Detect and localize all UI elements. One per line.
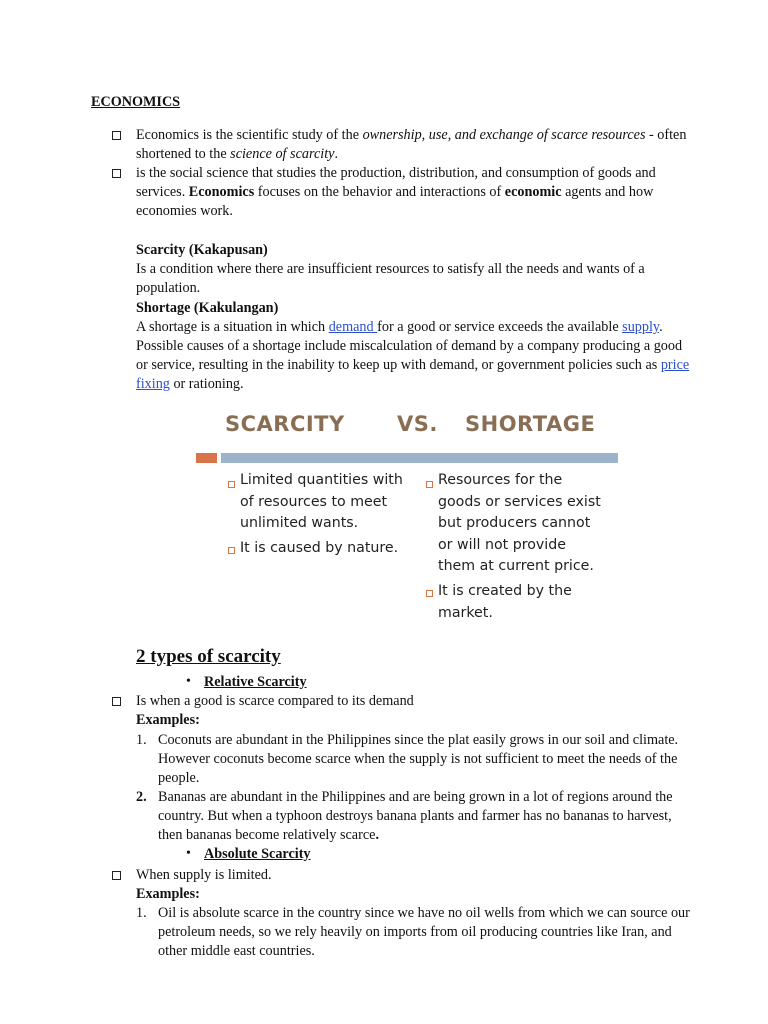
text-bold: . xyxy=(375,827,379,843)
slide-right-item-1 xyxy=(438,470,601,578)
text: It is created by the xyxy=(438,583,572,599)
text: but producers cannot xyxy=(438,515,591,531)
text: Economics is the scientific study of the xyxy=(136,127,363,143)
shortage-title: Shortage (Kakulangan) xyxy=(136,300,279,316)
scarcity-vs-shortage-slide xyxy=(192,400,624,632)
text: unlimited wants. xyxy=(240,515,359,531)
text: or service, resulting in the inability to keep up with demand, or government policies such as xyxy=(136,357,661,373)
scarcity-definition xyxy=(136,260,696,298)
square-bullet-icon xyxy=(426,590,433,597)
bullet-dot-icon: • xyxy=(186,846,191,861)
text: Coconuts are abundant in the Philippines since the plat easily grows in our soil and climate. xyxy=(158,732,679,748)
text: country. But when a typhoon destroys banana plants and farmer has no bananas to harvest, xyxy=(158,808,672,824)
text: then bananas become relatively scarce xyxy=(158,827,376,843)
text: focuses on the behavior and interactions of xyxy=(254,184,505,200)
text: agents and how xyxy=(561,184,654,200)
text-bold: economic xyxy=(504,184,562,200)
absolute-scarcity-title: Absolute Scarcity xyxy=(204,846,311,862)
text: It is caused by nature. xyxy=(240,540,399,556)
slide-title-vs: VS. xyxy=(397,412,438,436)
example-number: 1. xyxy=(136,905,147,921)
text: market. xyxy=(438,604,493,621)
text: for a good or service exceeds the available xyxy=(377,319,623,335)
text: or rationing. xyxy=(169,376,244,392)
slide-right-item-2 xyxy=(438,581,572,624)
text: services. xyxy=(136,184,189,200)
supply-link[interactable]: supply xyxy=(622,319,660,335)
text-italic: ownership, use, and exchange of scarce resources xyxy=(362,127,646,143)
text: . xyxy=(659,319,663,335)
types-heading: 2 types of scarcity xyxy=(136,646,281,667)
absolute-example-1 xyxy=(158,904,698,961)
example-number: 1. xyxy=(136,732,147,748)
text: petroleum needs, so we rely heavily on imports from oil producing countries like Iran, and xyxy=(158,924,672,940)
absolute-examples-label: Examples: xyxy=(136,886,200,902)
square-bullet-icon xyxy=(426,481,433,488)
absolute-scarcity-definition: When supply is limited. xyxy=(136,867,272,883)
shortage-definition xyxy=(136,318,696,394)
bullet-dot-icon: • xyxy=(186,674,191,689)
text: Bananas are abundant in the Philippines and are being grown in a lot of regions around the xyxy=(158,789,673,805)
text: Is a condition where there are insufficient resources to satisfy all the needs and wants of a xyxy=(136,261,645,277)
example-number: 2. xyxy=(136,789,147,805)
text: - often xyxy=(645,127,687,143)
text: other middle east countries. xyxy=(158,943,315,959)
bullet-box-icon xyxy=(112,131,121,140)
square-bullet-icon xyxy=(228,481,235,488)
text: goods or services exist xyxy=(438,493,601,510)
scarcity-title: Scarcity (Kakapusan) xyxy=(136,242,268,258)
slide-title-shortage: SHORTAGE xyxy=(465,412,596,436)
text: them at current price. xyxy=(438,558,594,574)
accent-bar-blue xyxy=(221,453,618,463)
slide-left-item-2 xyxy=(240,538,398,560)
text: or will not provide xyxy=(438,536,566,553)
slide-title-scarcity: SCARCITY xyxy=(225,412,345,436)
relative-scarcity-definition: Is when a good is scarce compared to its demand xyxy=(136,693,414,709)
text: However coconuts become scarce when the supply is not sufficient to meet the needs of the xyxy=(158,751,678,767)
relative-example-1 xyxy=(158,731,698,788)
text: Limited quantities with xyxy=(240,472,403,488)
text-bold: Economics xyxy=(188,184,255,200)
relative-example-2 xyxy=(158,788,698,845)
text: is the social science that studies the production, distribution, and consumption of goods and xyxy=(136,165,656,181)
text: A shortage is a situation in which xyxy=(136,319,329,335)
text: population. xyxy=(136,280,201,296)
text: Possible causes of a shortage include miscalculation of demand by a company producing a good xyxy=(136,338,683,354)
price-fixing-link[interactable]: price xyxy=(660,357,690,373)
bullet-box-icon xyxy=(112,169,121,178)
text: shortened to the xyxy=(136,146,231,162)
definition-paragraph-1 xyxy=(136,126,696,164)
text: . xyxy=(334,146,338,162)
slide-left-item-1 xyxy=(240,470,403,535)
relative-scarcity-title: Relative Scarcity xyxy=(204,674,307,690)
accent-bar-orange xyxy=(196,453,217,463)
text: Oil is absolute scarce in the country since we have no oil wells from which we can source our xyxy=(158,905,690,921)
square-bullet-icon xyxy=(228,547,235,554)
definition-paragraph-2 xyxy=(136,164,696,221)
text: economies work. xyxy=(136,203,233,219)
bullet-box-icon xyxy=(112,871,121,880)
demand-link[interactable]: demand xyxy=(328,319,378,335)
text-italic: science of scarcity xyxy=(230,146,335,162)
relative-examples-label: Examples: xyxy=(136,712,200,728)
document-heading: ECONOMICS xyxy=(91,94,181,110)
text: of resources to meet xyxy=(240,493,388,510)
bullet-box-icon xyxy=(112,697,121,706)
text: Resources for the xyxy=(438,472,563,488)
price-fixing-link-continued[interactable]: fixing xyxy=(136,376,170,392)
text: people. xyxy=(158,770,200,786)
